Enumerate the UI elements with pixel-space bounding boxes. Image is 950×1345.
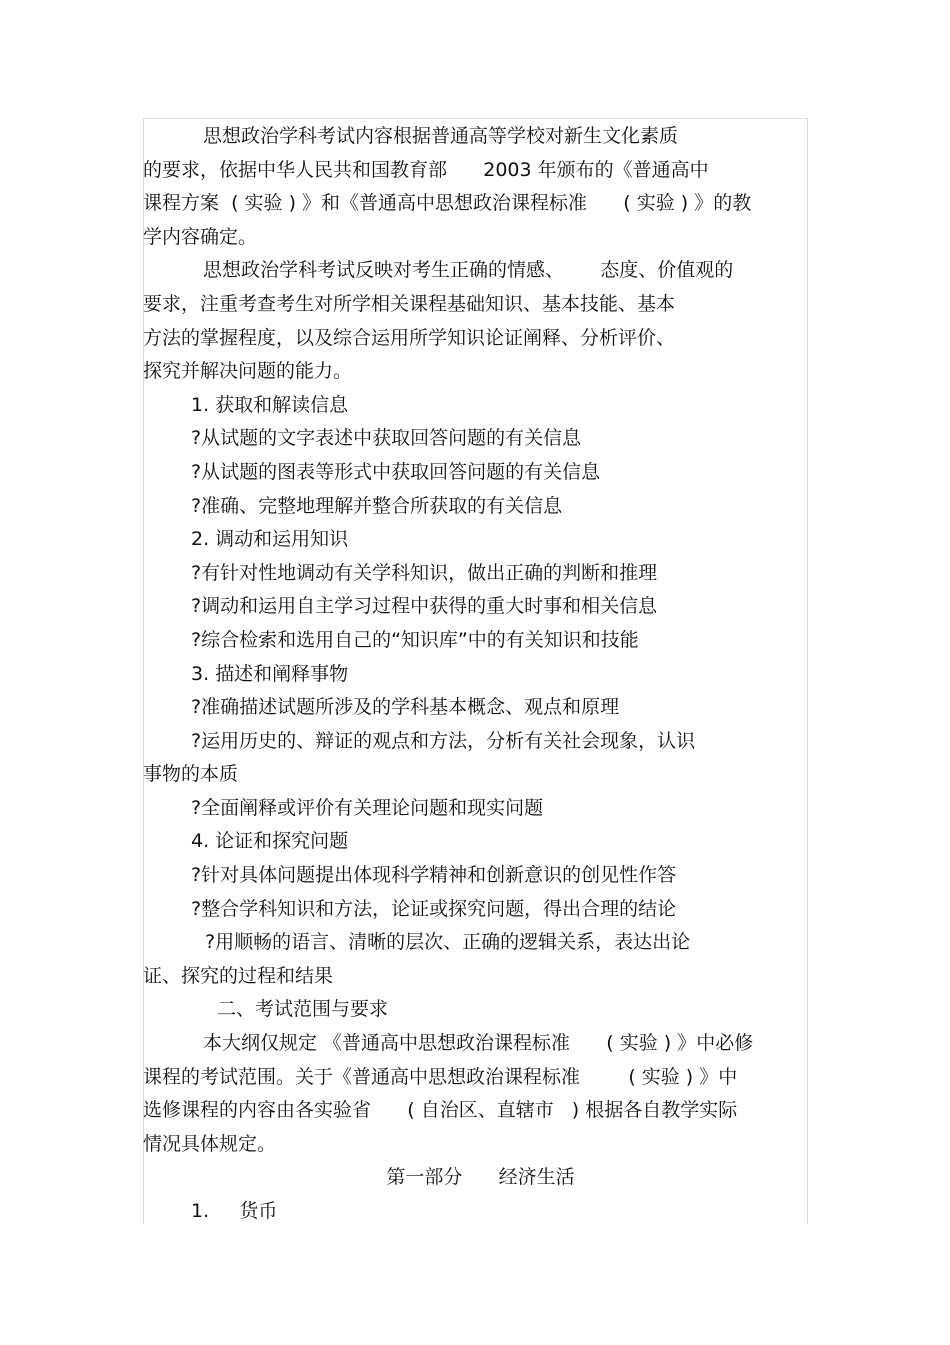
document-body [143, 120, 808, 1229]
section-heading: 3. 描述和阐释事物 [191, 662, 349, 685]
list-item: ?从试题的文字表述中获取回答问题的有关信息 [191, 427, 582, 450]
list-item: ?有针对性地调动有关学科知识，做出正确的判断和推理 [191, 561, 658, 584]
paragraph-line: 的要求，依据中华人民共和国教育部 2003 年颁布的《普通高中 [143, 158, 709, 181]
section-heading: 2. 调动和运用知识 [191, 528, 349, 551]
paragraph-line: 方法的掌握程度，以及综合运用所学知识论证阐释、分析评价、 [143, 326, 676, 349]
section-heading: 1. 获取和解读信息 [191, 393, 349, 416]
paragraph-line: 课程的考试范围。关于《普通高中思想政治课程标准 ( 实验 ) 》中 [143, 1065, 738, 1088]
list-item: ?整合学科知识和方法，论证或探究问题，得出合理的结论 [191, 897, 677, 920]
list-item-continuation: 证、探究的过程和结果 [143, 964, 334, 987]
list-item: ?运用历史的、辩证的观点和方法，分析有关社会现象，认识 [191, 729, 696, 752]
paragraph-line: 探究并解决问题的能力。 [143, 360, 353, 383]
section-heading: 1. 货币 [191, 1200, 278, 1222]
paragraph-line: 选修课程的内容由各实验省 ( 自治区、直辖市 ) 根据各自教学实际 [143, 1099, 738, 1122]
list-item-continuation: 事物的本质 [143, 763, 239, 786]
paragraph-line: 本大纲仅规定 《普通高中思想政治课程标准 ( 实验 ) 》中必修 [203, 1032, 754, 1055]
part-heading: 第一部分 经济生活 [386, 1166, 575, 1189]
list-item: ?针对具体问题提出体现科学精神和创新意识的创见性作答 [191, 864, 677, 887]
list-item: ?调动和运用自主学习过程中获得的重大时事和相关信息 [191, 595, 658, 618]
paragraph-line: 思想政治学科考试内容根据普通高等学校对新生文化素质 [203, 125, 679, 147]
paragraph-line: 情况具体规定。 [143, 1132, 277, 1155]
paragraph-line: 思想政治学科考试反映对考生正确的情感、 态度、价值观的 [203, 259, 734, 282]
list-item: ?综合检索和选用自己的“知识库”中的有关知识和技能 [191, 628, 639, 651]
list-item: ?全面阐释或评价有关理论问题和现实问题 [191, 796, 544, 819]
section-heading: 4. 论证和探究问题 [191, 830, 349, 853]
paragraph-line: 课程方案 ( 实验 ) 》和《普通高中思想政治课程标准 ( 实验 ) 》的教 [143, 192, 752, 215]
list-item: ?从试题的图表等形式中获取回答问题的有关信息 [191, 460, 601, 483]
chapter-heading: 二、考试范围与要求 [217, 998, 389, 1021]
list-item: ?用顺畅的语言、清晰的层次、正确的逻辑关系，表达出论 [205, 931, 691, 954]
list-item: ?准确、完整地理解并整合所获取的有关信息 [191, 494, 563, 517]
paragraph-line: 要求，注重考查考生对所学相关课程基础知识、基本技能、基本 [143, 292, 676, 315]
list-item: ?准确描述试题所涉及的学科基本概念、观点和原理 [191, 696, 620, 719]
paragraph-line: 学内容确定。 [143, 225, 258, 248]
